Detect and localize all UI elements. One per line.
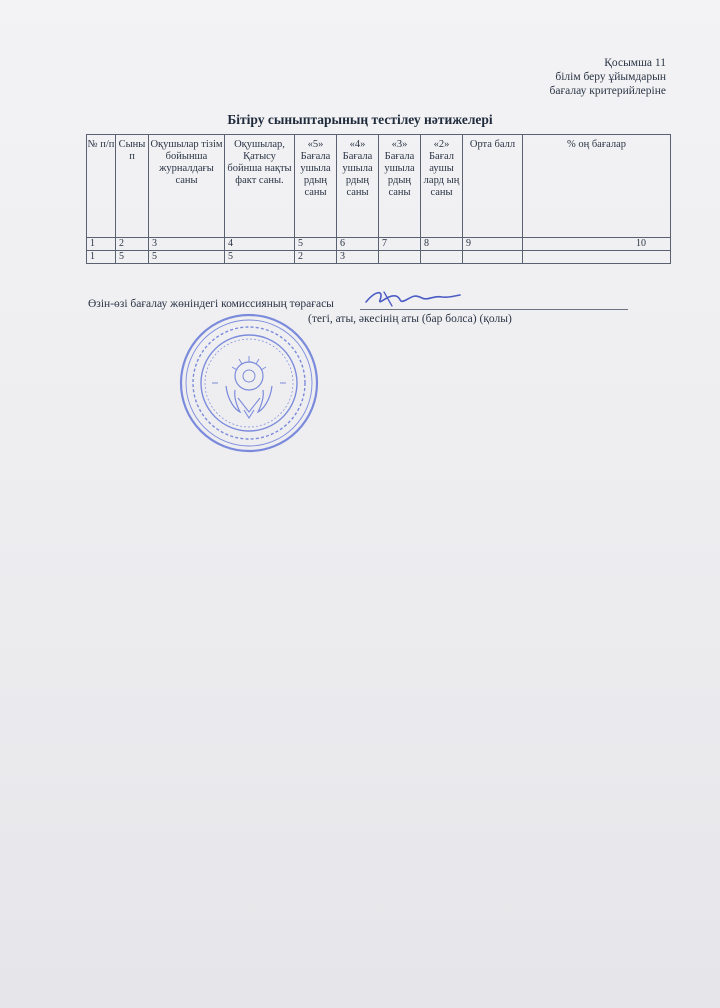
header-cell: Оқушылар тізім бойынша журналдағы саны bbox=[149, 135, 225, 238]
table-cell: 4 bbox=[225, 238, 295, 251]
table-cell bbox=[463, 251, 523, 264]
table-cell bbox=[379, 251, 421, 264]
table-cell: 6 bbox=[337, 238, 379, 251]
appendix-line-1: Қосымша 11 bbox=[604, 57, 666, 69]
table-cell: 5 bbox=[225, 251, 295, 264]
table-cell: 3 bbox=[149, 238, 225, 251]
table-row bbox=[87, 251, 671, 264]
header-cell: «3» Бағала ушыла рдың саны bbox=[379, 135, 421, 238]
table-header-row bbox=[87, 135, 671, 238]
table-cell: 7 bbox=[379, 238, 421, 251]
header-cell: «5» Бағала ушыла рдың саны bbox=[295, 135, 337, 238]
header-cell: Сыны п bbox=[116, 135, 149, 238]
header-cell: % оң бағалар bbox=[523, 135, 671, 238]
header-cell: № п/п bbox=[87, 135, 116, 238]
signature-caption: (тегі, аты, әкесінің аты (бар болса) (қолы) bbox=[308, 313, 512, 325]
header-cell: Орта балл bbox=[463, 135, 523, 238]
appendix-note bbox=[550, 56, 667, 98]
appendix-line-2: білім беру ұйымдарын bbox=[555, 71, 666, 83]
signature-icon bbox=[362, 286, 462, 312]
table-cell: 1 bbox=[87, 251, 116, 264]
table-cell: 2 bbox=[295, 251, 337, 264]
table-cell: 1 bbox=[87, 238, 116, 251]
header-cell: «2» Бағал аушы лард ың саны bbox=[421, 135, 463, 238]
table-cell: 10 bbox=[523, 238, 671, 251]
table-cell: 5 bbox=[116, 251, 149, 264]
table-cell bbox=[421, 251, 463, 264]
signature-label: Өзін-өзі бағалау жөніндегі комиссияның төрағасы bbox=[88, 298, 334, 310]
table-cell: 3 bbox=[337, 251, 379, 264]
table-cell: 2 bbox=[116, 238, 149, 251]
table-cell: 5 bbox=[295, 238, 337, 251]
official-stamp-icon bbox=[178, 312, 320, 454]
header-cell: Оқушылар, Қатысу бойнша нақты факт саны. bbox=[225, 135, 295, 238]
table-cell: 8 bbox=[421, 238, 463, 251]
results-table bbox=[86, 134, 671, 264]
table-cell: 9 bbox=[463, 238, 523, 251]
table-row bbox=[87, 238, 671, 251]
table-cell: 5 bbox=[149, 251, 225, 264]
table-cell bbox=[523, 251, 671, 264]
header-cell: «4» Бағала ушыла рдың саны bbox=[337, 135, 379, 238]
document-title: Бітіру сыныптарының тестілеу нәтижелері bbox=[227, 112, 493, 127]
appendix-line-3: бағалау критерийлеріне bbox=[549, 85, 666, 97]
